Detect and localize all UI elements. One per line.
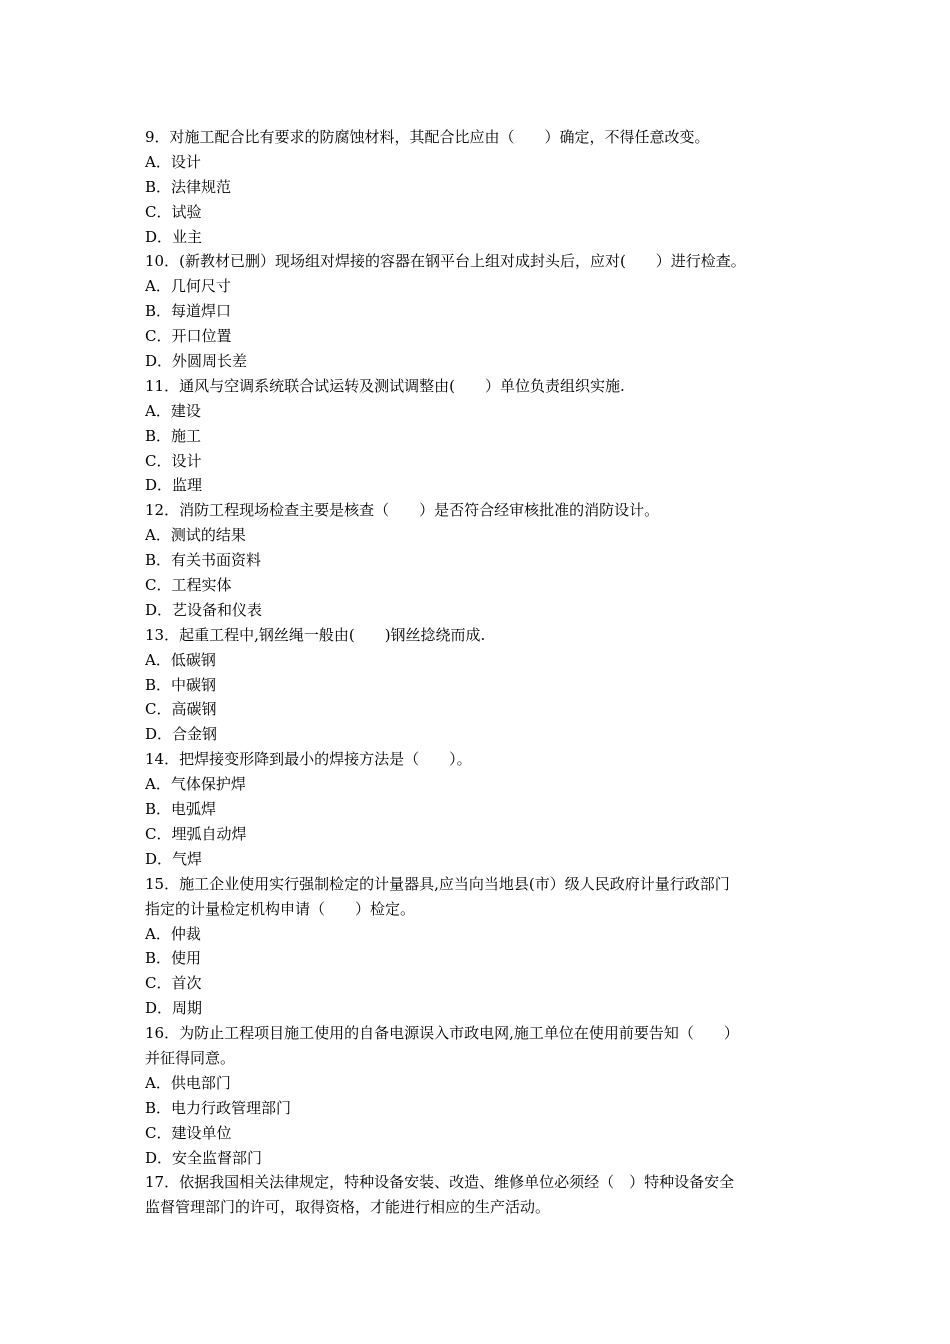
option-b: B．电弧焊 [145,800,217,819]
question-text: 9．对施工配合比有要求的防腐蚀材料，其配合比应由（ ）确定，不得任意改变。 [145,128,710,146]
option-d: D．业主 [145,227,203,246]
option-d: D．周期 [145,999,203,1018]
option-c: C．高碳钢 [145,700,217,719]
question-text: 17．依据我国相关法律规定，特种设备安装、改造、维修单位必须经（ ）特种设备安全 [145,1173,735,1192]
option-b: B．每道焊口 [145,302,232,321]
option-a: A．建设 [145,401,201,420]
question-text: 16．为防止工程项目施工使用的自备电源误入市政电网,施工单位在使用前要告知（ ） [145,1024,739,1043]
option-a: A．测试的结果 [145,526,246,545]
option-b: B．中碳钢 [145,675,217,694]
question-9 [145,125,825,249]
option-b: B．使用 [145,949,202,968]
question-text: 12．消防工程现场检查主要是核查（ ）是否符合经审核批准的消防设计。 [145,501,660,520]
question-text: 15．施工企业使用实行强制检定的计量器具,应当向当地县(市）级人民政府计量行政部门 [145,874,730,893]
option-b: B．电力行政管理部门 [145,1098,292,1117]
option-c: C．埋弧自动焊 [145,824,247,843]
question-10 [145,249,825,373]
question-text-continued: 监督管理部门的许可，取得资格，才能进行相应的生产活动。 [145,1198,551,1217]
question-13 [145,623,825,747]
question-12 [145,498,825,622]
option-d: D．安全监督部门 [145,1148,263,1167]
option-a: A．仲裁 [145,924,201,943]
option-c: C．工程实体 [145,576,232,595]
option-b: B．有关书面资料 [145,551,262,570]
option-a: A．几何尺寸 [145,277,231,296]
option-a: A．低碳钢 [145,650,216,669]
question-text: 10．(新教材已删）现场组对焊接的容器在钢平台上组对成封头后，应对( ）进行检查。 [145,252,746,271]
option-d: D．气焊 [145,849,203,868]
question-text: 13．起重工程中,钢丝绳一般由( )钢丝捻绕而成. [145,625,486,644]
option-c: C．试验 [145,202,202,221]
question-17 [145,1170,825,1220]
question-text-continued: 并征得同意。 [145,1048,236,1067]
question-text: 14．把焊接变形降到最小的焊接方法是（ ）。 [145,750,472,769]
option-a: A．气体保护焊 [145,775,246,794]
question-text-continued: 指定的计量检定机构申请（ ）检定。 [145,899,416,918]
question-15 [145,872,825,1021]
option-b: B．法律规范 [145,177,232,196]
option-d: D．合金钢 [145,725,218,744]
option-a: A．设计 [145,152,201,171]
option-a: A．供电部门 [145,1073,231,1092]
option-c: C．设计 [145,451,202,470]
option-b: B．施工 [145,426,202,445]
question-text: 11．通风与空调系统联合试运转及测试调整由( ）单位负责组织实施. [145,376,625,395]
option-d: D．监理 [145,476,203,495]
option-d: D．外圆周长差 [145,352,248,371]
option-c: C．建设单位 [145,1123,232,1142]
question-11 [145,374,825,498]
option-c: C．首次 [145,974,202,993]
option-d: D．艺设备和仪表 [145,600,263,619]
document-page [145,125,825,1220]
option-c: C．开口位置 [145,327,232,346]
question-16 [145,1021,825,1170]
question-14 [145,747,825,871]
